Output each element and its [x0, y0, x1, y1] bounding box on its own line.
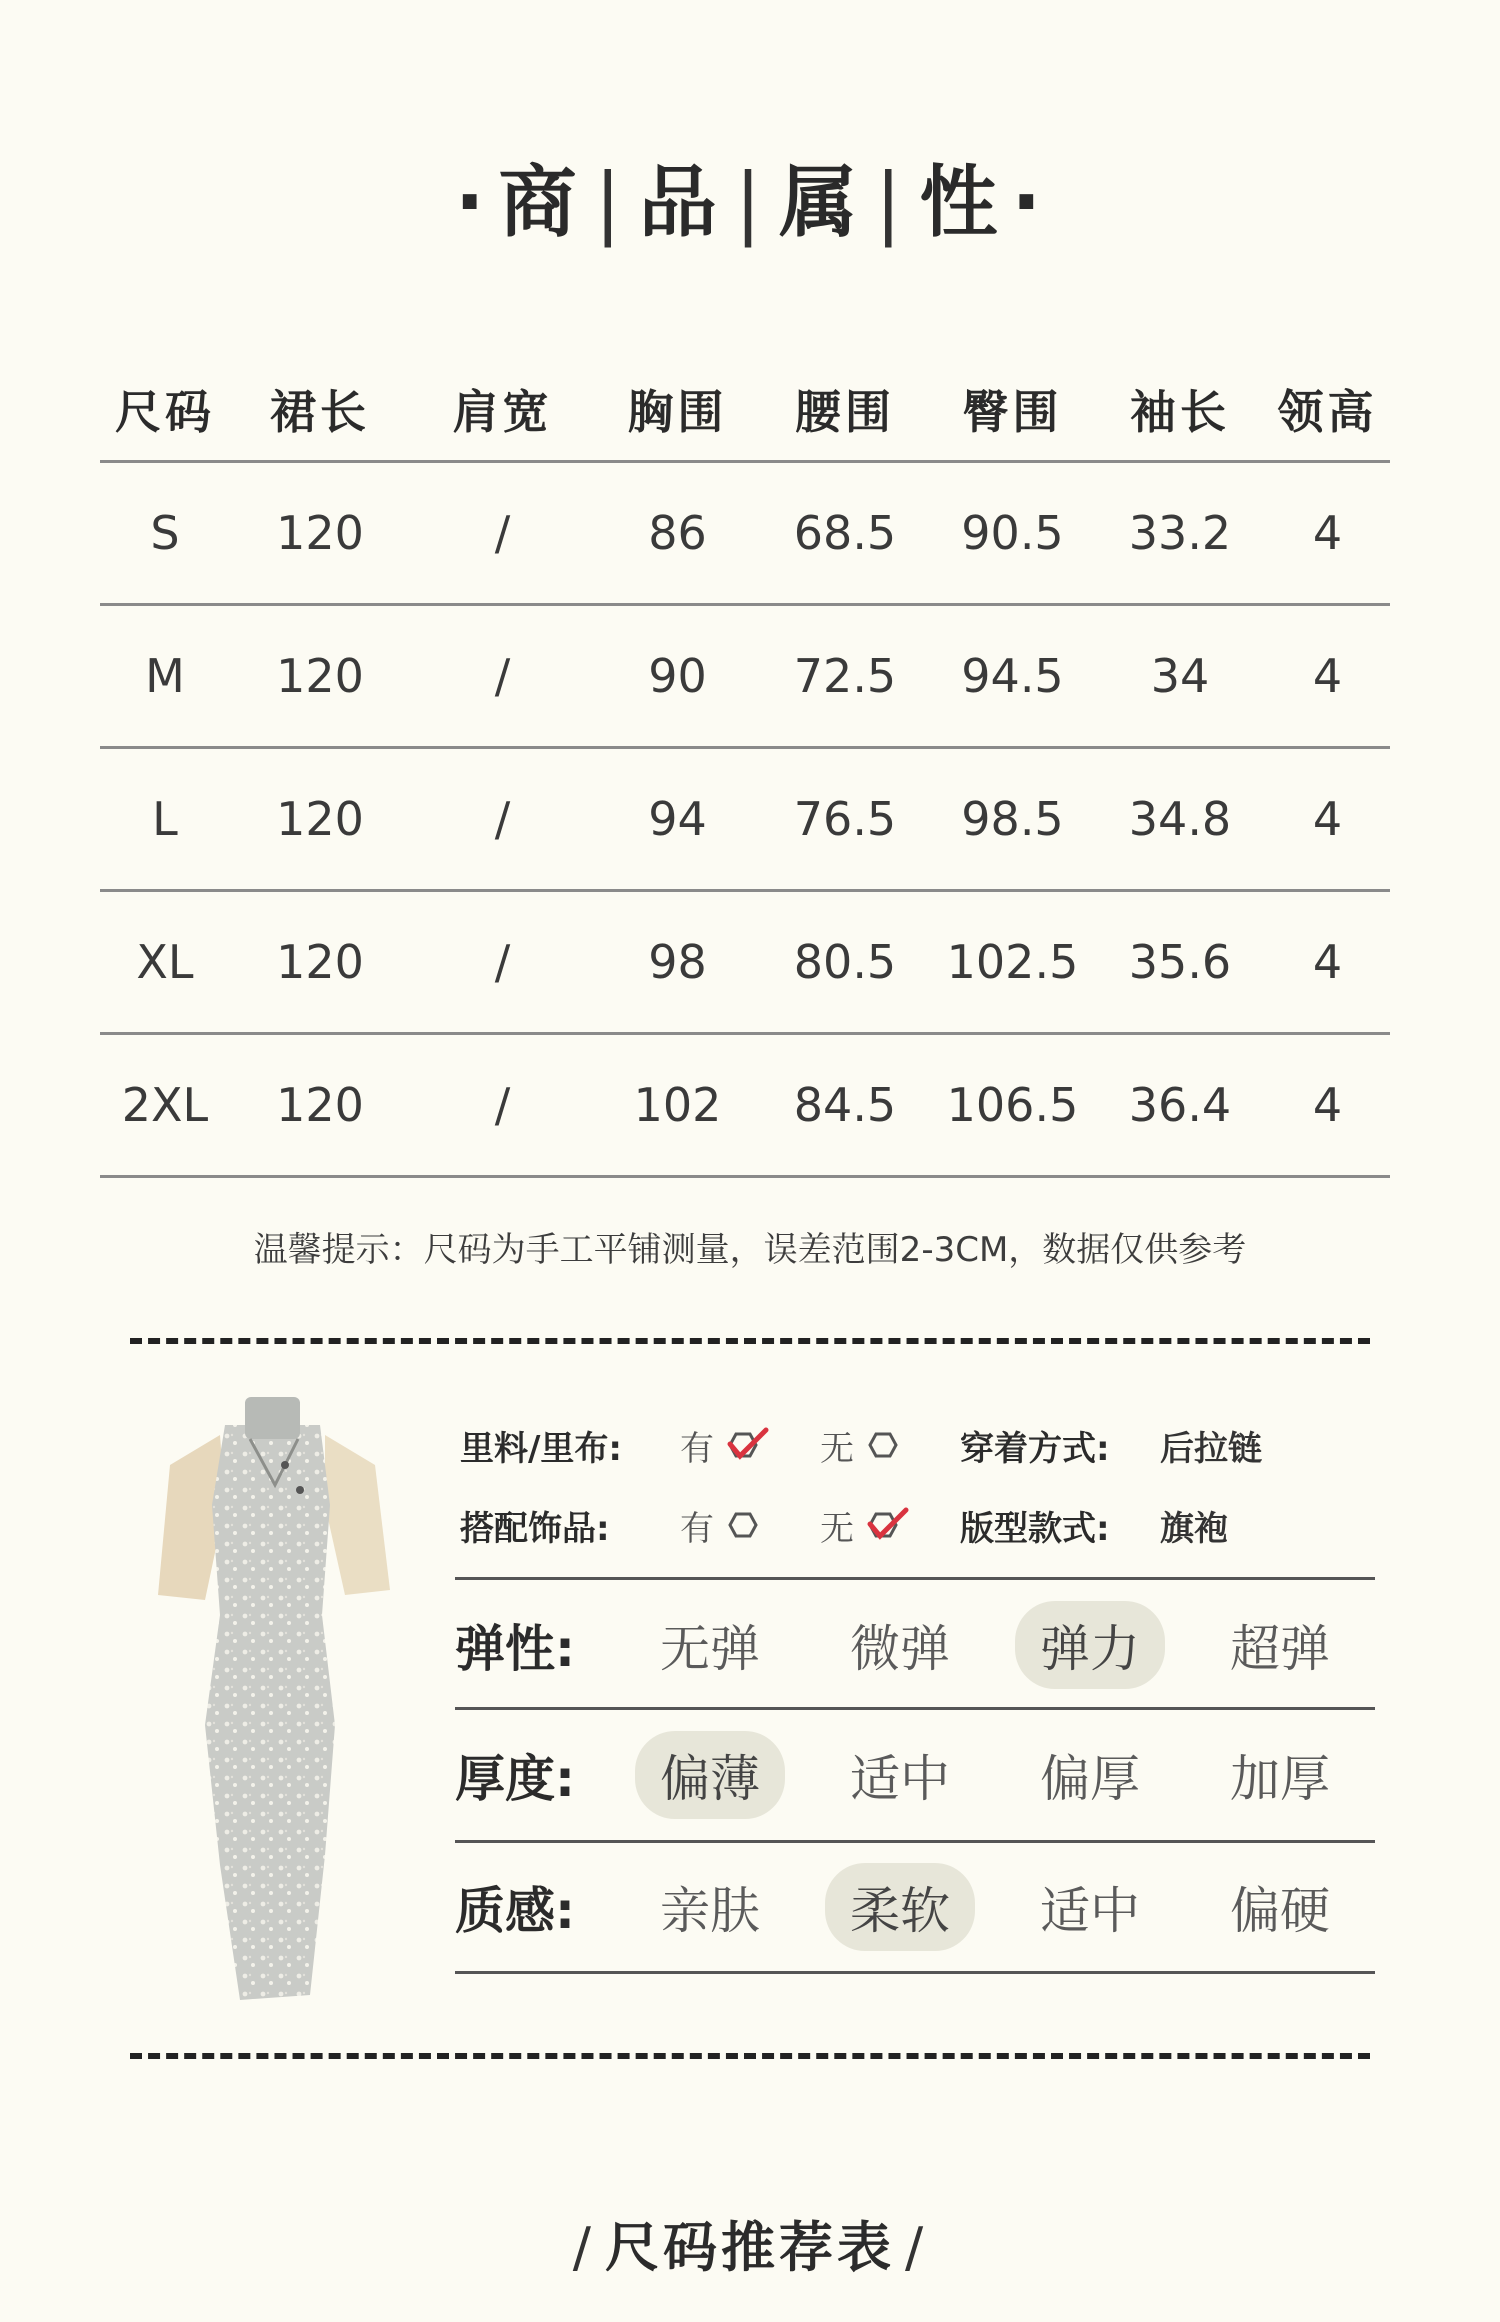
table-row: [100, 1032, 1390, 1178]
table-cell: 102.5: [946, 935, 1079, 989]
style-value: 旗袍: [1160, 1508, 1228, 1549]
table-cell: L: [152, 792, 178, 846]
texture-label: 质感:: [455, 1882, 575, 1940]
title-separator: |: [594, 158, 625, 248]
size-recommendation-text: 尺码推荐表: [605, 2216, 895, 2279]
page-title: [0, 140, 1500, 252]
header-bust: 胸围: [627, 385, 728, 439]
title-char: 性: [919, 158, 1002, 248]
texture-option: 亲肤: [660, 1882, 760, 1940]
table-cell: /: [494, 1078, 511, 1132]
lining-option-yes: [680, 1421, 820, 1470]
title-separator: |: [875, 158, 906, 248]
lining-no-text: 无: [820, 1428, 854, 1469]
thickness-label: 厚度:: [455, 1750, 575, 1808]
texture-option: 偏硬: [1230, 1882, 1330, 1940]
dashed-divider: [130, 2053, 1370, 2059]
table-cell: 90: [648, 649, 707, 703]
table-cell: 102: [633, 1078, 722, 1132]
table-cell: 120: [276, 792, 364, 846]
accessory-label: 搭配饰品:: [460, 1508, 610, 1549]
qipao-dress-image: [150, 1395, 400, 2015]
table-cell: 4: [1312, 1078, 1343, 1132]
table-cell: 94.5: [961, 649, 1064, 703]
accessory-option-no: [820, 1501, 960, 1550]
dashed-divider: [130, 1338, 1370, 1344]
lining-row: [460, 1405, 1375, 1485]
title-dot-left: ·: [454, 158, 489, 248]
thickness-option: 加厚: [1230, 1750, 1330, 1808]
table-cell: 33.2: [1128, 506, 1232, 560]
lining-label: 里料/里布:: [460, 1428, 623, 1469]
elasticity-row: [455, 1577, 1375, 1710]
thickness-option: 偏厚: [1040, 1750, 1140, 1808]
size-recommendation-title: [0, 2205, 1500, 2282]
thickness-row: [455, 1707, 1375, 1840]
lining-yes-text: 有: [680, 1428, 714, 1469]
checked-circle-icon: [864, 1506, 910, 1544]
table-cell: 68.5: [793, 506, 897, 560]
empty-circle-icon: [724, 1506, 764, 1544]
elasticity-option-selected: 弹力: [1015, 1601, 1165, 1689]
table-cell: 120: [276, 506, 364, 560]
measurement-tip: 温馨提示：尺码为手工平铺测量，误差范围2-3CM，数据仅供参考: [253, 1230, 1247, 1270]
table-cell: 90.5: [961, 506, 1064, 560]
elasticity-label: 弹性:: [455, 1620, 575, 1678]
texture-option: 适中: [1040, 1882, 1140, 1940]
table-cell: 94: [648, 792, 707, 846]
table-cell: 84.5: [793, 1078, 897, 1132]
table-cell: 86: [648, 506, 707, 560]
table-cell: S: [150, 506, 180, 560]
wear-method-label: 穿着方式:: [960, 1428, 1110, 1469]
header-size: 尺码: [115, 385, 215, 439]
empty-circle-icon: [864, 1426, 904, 1464]
table-cell: M: [145, 649, 185, 703]
title-char: 品: [638, 158, 721, 248]
table-cell: 4: [1312, 506, 1343, 560]
table-row: [100, 746, 1390, 889]
table-cell: 76.5: [793, 792, 897, 846]
table-cell: 4: [1312, 935, 1343, 989]
header-hip: 臀围: [962, 385, 1063, 439]
table-cell: 120: [276, 649, 364, 703]
table-cell: 35.6: [1128, 935, 1232, 989]
header-sleeve: 袖长: [1130, 385, 1230, 439]
accessory-row: [460, 1485, 1375, 1565]
texture-option-selected: 柔软: [825, 1863, 975, 1951]
checked-circle-icon: [724, 1426, 770, 1464]
table-cell: 4: [1312, 649, 1343, 703]
table-cell: /: [494, 792, 511, 846]
table-cell: /: [494, 506, 511, 560]
wear-method-value: 后拉链: [1160, 1428, 1262, 1469]
table-cell: 72.5: [793, 649, 897, 703]
table-cell: 98: [648, 935, 707, 989]
table-cell: 120: [276, 935, 364, 989]
size-table: [100, 358, 1390, 1178]
table-cell: 36.4: [1128, 1078, 1232, 1132]
table-cell: 4: [1312, 792, 1343, 846]
title-dot-right: ·: [1011, 158, 1046, 248]
elasticity-option: 无弹: [660, 1620, 760, 1678]
table-row: [100, 889, 1390, 1032]
title-char: 商: [498, 158, 581, 248]
thickness-option-selected: 偏薄: [635, 1731, 785, 1819]
table-row: [100, 603, 1390, 746]
table-cell: 120: [276, 1078, 364, 1132]
thickness-option: 适中: [850, 1750, 950, 1808]
elasticity-option: 超弹: [1230, 1620, 1330, 1678]
title-separator: |: [734, 158, 766, 248]
header-skirt-length: 裙长: [270, 385, 370, 439]
header-waist: 腰围: [795, 385, 895, 439]
table-cell: 34.8: [1128, 792, 1232, 846]
table-cell: 2XL: [121, 1078, 209, 1132]
table-cell: 34: [1150, 649, 1210, 703]
style-label: 版型款式:: [960, 1508, 1110, 1549]
table-cell: 80.5: [793, 935, 897, 989]
table-cell: /: [494, 649, 511, 703]
slash-left: /: [572, 2216, 595, 2279]
table-row: [100, 460, 1390, 603]
accessory-yes-text: 有: [680, 1508, 714, 1549]
accessory-no-text: 无: [820, 1508, 854, 1549]
lining-option-no: [820, 1421, 960, 1470]
table-header: [100, 358, 1390, 460]
table-cell: 106.5: [946, 1078, 1079, 1132]
header-collar: 领高: [1277, 385, 1378, 439]
title-char: 属: [779, 158, 862, 248]
table-cell: /: [494, 935, 511, 989]
header-shoulder: 肩宽: [452, 385, 553, 439]
slash-right: /: [905, 2216, 928, 2279]
attribute-block: [460, 1405, 1375, 1565]
table-cell: 98.5: [961, 792, 1064, 846]
table-cell: XL: [136, 935, 194, 989]
accessory-option-yes: [680, 1501, 820, 1550]
texture-row: [455, 1840, 1375, 1974]
elasticity-option: 微弹: [850, 1620, 950, 1678]
